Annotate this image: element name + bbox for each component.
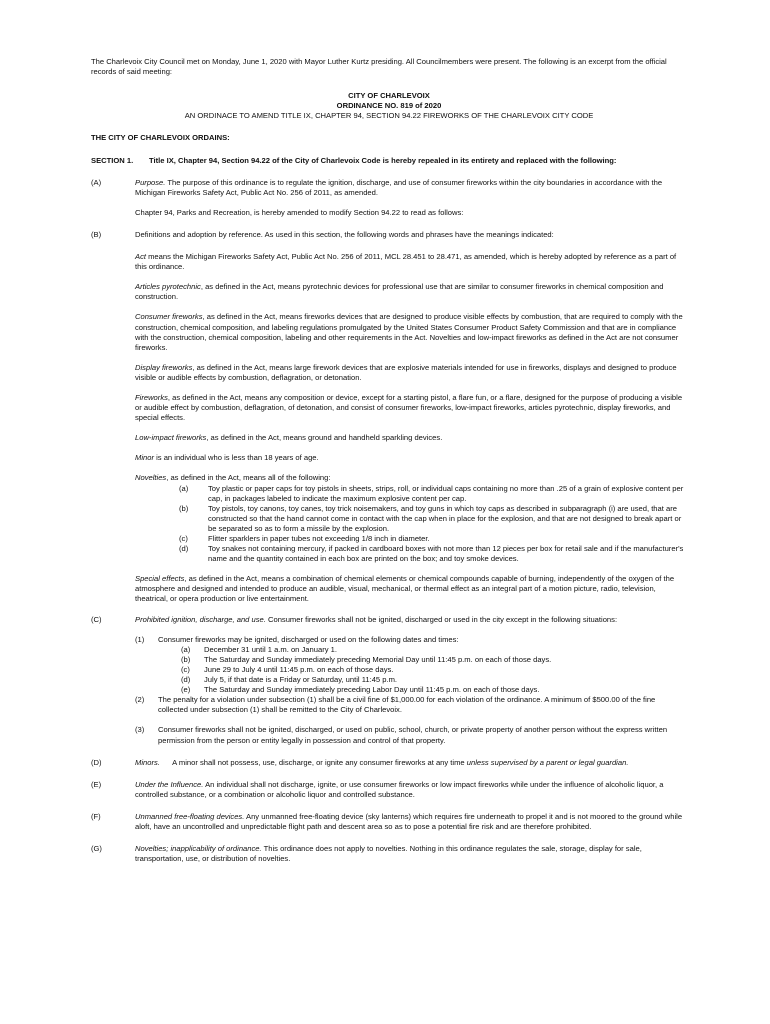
list-item [181, 675, 687, 685]
influence-paragraph [135, 780, 687, 800]
list-item [181, 655, 687, 665]
item-label: (2) [135, 695, 145, 705]
item-text: The Saturday and Sunday immediately preceding Memorial Day until 11:45 p.m. on each of those days. [204, 654, 552, 664]
definition-special-effects [135, 574, 687, 604]
influence-text: An individual shall not discharge, ignite, or use consumer fireworks or low impact fireworks while under the influence of alcoholic liquor, a controlled substance, or a combination or alcoholic liquor and controlled substance. [135, 779, 664, 799]
item-label: (d) [179, 544, 189, 554]
item-text: July 5, if that date is a Friday or Saturday, until 11:45 p.m. [204, 675, 398, 685]
list-item [135, 544, 687, 564]
subsection-c [91, 615, 687, 746]
subsection-c-label: (C) [91, 614, 102, 624]
def-term: Act [135, 252, 146, 262]
def-text: , as defined in the Act, means all of the following: [166, 473, 331, 483]
def-term: Fireworks [135, 392, 168, 402]
free-floating-paragraph [135, 812, 687, 832]
item-text: The Saturday and Sunday immediately preceding Labor Day until 11:45 p.m. on each of those days. [204, 685, 540, 695]
minors-term: Minors. [135, 757, 160, 767]
item-label: (1) [135, 634, 145, 644]
influence-term: Under the Influence. [135, 779, 204, 789]
prohibited-term: Prohibited ignition, discharge, and use. [135, 614, 266, 624]
item-label: (c) [181, 664, 190, 674]
section-1-text: Title IX, Chapter 94, Section 94.22 of the City of Charlevoix Code is hereby repealed in its entirety and replaced with the following: [149, 155, 617, 165]
item-label: (a) [179, 483, 189, 493]
item-label: (a) [181, 644, 191, 654]
item-label: (b) [181, 654, 191, 664]
definition-display-fireworks [135, 363, 687, 383]
ordains-heading: THE CITY OF CHARLEVOIX ORDAINS: [91, 133, 230, 143]
subsection-e [91, 780, 687, 800]
list-item [181, 685, 687, 695]
subsection-b-label: (B) [91, 229, 102, 239]
novelties-inapplicability-text: This ordinance does not apply to novelties. Nothing in this ordinance regulates the sale, storage, display for sale, transportation, use, or distribution of novelties. [135, 844, 642, 864]
definition-act [135, 252, 687, 272]
list-item [135, 484, 687, 504]
ordinance-number: ORDINANCE NO. 819 of 2020 [336, 101, 442, 111]
ordinance-document [91, 57, 687, 876]
def-text: , as defined in the Act, means ground and handheld sparkling devices. [206, 433, 443, 443]
item-text: Toy pistols, toy canons, toy canes, toy trick noisemakers, and toy guns in which toy caps as described in subparagraph (i) are used, that are constructed so that the hand cannot come in contact with the cap when in place for the explosion, and that are not designed to break apart or be separated so as to form a missile by the explosion. [208, 503, 682, 533]
definition-novelties [135, 473, 687, 483]
list-item [135, 725, 687, 745]
list-item [135, 635, 687, 696]
subsection-g [91, 844, 687, 864]
item-text: Consumer fireworks shall not be ignited, discharged, or used on public, school, church, or private property of another person without the express written permission from the person or entity legally in possession and control of that property. [158, 725, 668, 745]
ordinance-subtitle: AN ORDINACE TO AMEND TITLE IX, CHAPTER 94, SECTION 94.22 FIREWORKS OF THE CHARLEVOIX CITY CODE [184, 111, 594, 121]
def-term: Special effects [135, 574, 185, 584]
item-text: Flitter sparklers in paper tubes not exceeding 1/8 inch in diameter. [208, 534, 430, 543]
item-label: (e) [181, 685, 191, 695]
subsection-e-label: (E) [91, 779, 102, 789]
prohibited-text: Consumer fireworks shall not be ignited, discharged or used in the city except in the following situations: [265, 614, 618, 624]
item-label: (c) [179, 534, 188, 543]
subsection-d [91, 758, 687, 768]
novelties-inapplicability-term: Novelties; inapplicability of ordinance. [135, 844, 262, 854]
minors-exception: unless supervised by a parent or legal guardian. [466, 757, 629, 767]
list-item [135, 504, 687, 534]
section-1 [91, 156, 687, 166]
novelties-inapplicability-paragraph [135, 844, 687, 864]
chapter-amend-text: Chapter 94, Parks and Recreation, is hereby amended to modify Section 94.22 to read as follows: [135, 207, 464, 217]
subsection-f-label: (F) [91, 811, 101, 821]
item-text: The penalty for a violation under subsection (1) shall be a civil fine of $1,000.00 for each violation of the ordinance. A minimum of $500.00 of the fine collected under subsection (1) shall be remitted to the City of Charlevoix. [158, 695, 656, 715]
list-item [135, 534, 687, 544]
minors-text: A minor shall not possess, use, discharge, or ignite any consumer fireworks at any time [159, 757, 467, 767]
item-text: June 29 to July 4 until 11:45 p.m. on each of those days. [204, 664, 394, 674]
def-text: , as defined in the Act, means large firework devices that are explosive materials intended for use in fireworks, displays and designed to produce visible or audible effects by combustion, deflagration, or detonation. [135, 362, 677, 382]
def-term: Consumer fireworks [135, 312, 203, 322]
city-heading: CITY OF CHARLEVOIX [348, 91, 430, 101]
def-text: , as defined in the Act, means any composition or device, except for a starting pistol, a flare fun, or a flare, designed for the purpose of producing a visible or audible effect by combustion, deflagration, of detonation, and consist of consumer fireworks, low-impact fireworks, articles pyrotechnic, display fireworks, and special effects. [135, 392, 683, 423]
subsection-a-label: (A) [91, 177, 102, 187]
def-text: , as defined in the Act, means pyrotechnic devices for professional use that are similar to consumer fireworks in chemical composition and construction. [135, 282, 664, 302]
def-term: Low-impact fireworks [135, 433, 207, 443]
purpose-term: Purpose. [135, 177, 166, 187]
def-text: means the Michigan Fireworks Safety Act, Public Act No. 256 of 2011, MCL 28.451 to 28.471, as amended, which is hereby adopted by reference as a part of this ordinance. [135, 252, 677, 272]
intro-paragraph: The Charlevoix City Council met on Monday, June 1, 2020 with Mayor Luther Kurtz presiding. All Councilmembers were present. The following is an excerpt from the official records of said meeting: [91, 57, 667, 77]
list-item [135, 695, 687, 715]
definition-fireworks [135, 393, 687, 423]
section-1-number: SECTION 1. [91, 155, 134, 165]
permitted-dates-list [181, 645, 687, 695]
def-term: Minor [135, 453, 154, 463]
item-text: Toy snakes not containing mercury, if packed in cardboard boxes with not more than 12 pieces per box for retail sale and if the manufacturer's name and the quantity contained in each box are printed on the box; and toy smoke devices. [208, 544, 684, 564]
free-floating-text: Any unmanned free-floating device (sky lanterns) which requires fire underneath to propel it and is not moored to the ground while aloft, have an uncontrolled and unpredictable flight path and descent area so as to pose a potential fire risk and are therefore prohibited. [135, 811, 683, 831]
purpose-paragraph [135, 178, 687, 198]
minors-paragraph [135, 758, 687, 768]
list-item [181, 665, 687, 675]
subsection-f [91, 812, 687, 832]
def-term: Display fireworks [135, 362, 193, 372]
def-term: Articles pyrotechnic [135, 282, 201, 292]
item-label: (b) [179, 503, 189, 513]
definitions-intro: Definitions and adoption by reference. As used in this section, the following words and phrases have the meanings indicated: [135, 229, 554, 239]
subsection-b [91, 230, 687, 240]
def-text: , as defined in the Act, means fireworks devices that are designed to produce visible effects by combustion, that are required to comply with the construction, chemical composition, and labeling regulations promulgated by the United States Consumer Product Safety Commission and that are in compliance with the construction, chemical composition, labeling and other requirements in the Act. Novelties and low-impact fireworks as defined in the Act are not consumer fireworks. [135, 312, 683, 352]
definition-low-impact [135, 433, 687, 443]
definition-consumer-fireworks [135, 312, 687, 352]
subsection-g-label: (G) [91, 844, 102, 854]
novelties-list [135, 484, 687, 565]
subsection-d-label: (D) [91, 757, 102, 767]
item-label: (3) [135, 725, 145, 735]
free-floating-term: Unmanned free-floating devices. [135, 811, 245, 821]
item-text: Toy plastic or paper caps for toy pistols in sheets, strips, roll, or individual caps containing no more than .25 of a grain of explosive content per cap, in packages labeled to indicate the maximum explosive content per cap. [208, 483, 684, 503]
definition-articles-pyrotechnic [135, 282, 687, 302]
purpose-text: The purpose of this ordinance is to regulate the ignition, discharge, and use of consumer fireworks within the city boundaries in accordance with the Michigan Fireworks Safety Act, Public Act No. 256 of 2011, as amended. [135, 177, 663, 197]
item-text: December 31 until 1 a.m. on January 1. [204, 644, 337, 654]
list-item [181, 645, 687, 655]
def-text: , as defined in the Act, means a combination of chemical elements or chemical compounds capable of burning, independently of the oxygen of the atmosphere and designed and intended to produce an audible, visual, mechanical, or thermal effect as an integral part of a motion picture, radio, television, theatrical, or opera production or live entertainment. [135, 574, 675, 604]
definition-minor [135, 453, 687, 463]
def-text: is an individual who is less than 18 years of age. [154, 453, 319, 463]
item-text: Consumer fireworks may be ignited, discharged or used on the following dates and times: [158, 634, 459, 644]
subsection-a [91, 178, 687, 218]
def-term: Novelties [135, 473, 167, 483]
prohibited-paragraph [135, 615, 687, 625]
item-label: (d) [181, 675, 191, 685]
